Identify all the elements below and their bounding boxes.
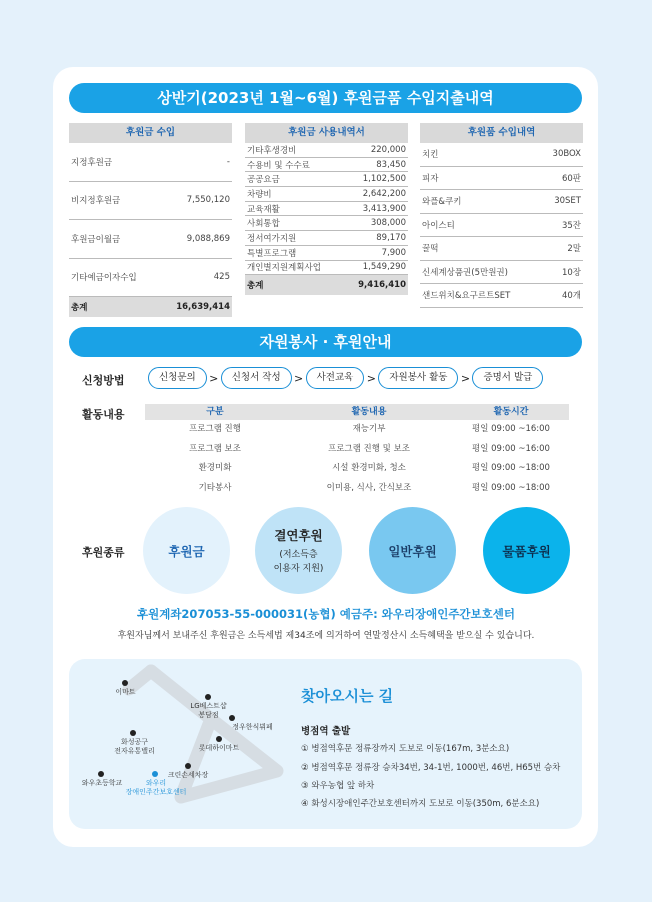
- apply-step: 증명서 발급: [472, 367, 543, 389]
- place-center: 와우리 장애인주간보호센터: [125, 779, 187, 796]
- apply-method-label: 신청방법: [82, 374, 125, 387]
- income-row-label: 후원금이월금: [71, 234, 121, 245]
- usage-row-value: 220,000: [370, 144, 406, 155]
- usage-row-label: 공공요금: [247, 175, 280, 186]
- goods-row-label: 신세계상품권(5만원권): [422, 267, 508, 278]
- income-total-value: 16,639,414: [176, 302, 230, 312]
- direction-step-4: ④ 화성시장애인주간보호센터까지 도보로 이동(350m, 6분소요): [301, 799, 540, 809]
- place-hwaseong: 화성공구 전자유통밸리: [114, 738, 155, 755]
- usage-total-row: [245, 275, 408, 295]
- support-type-title: 결연후원: [274, 527, 323, 543]
- activity-row: [145, 479, 569, 499]
- road-map-graphic: [69, 659, 294, 829]
- usage-row-value: 2,642,200: [362, 188, 406, 199]
- usage-row-value: 3,413,900: [362, 203, 406, 214]
- activity-time: 평일 09:00 ~16:00: [472, 424, 550, 434]
- activity-time: 평일 09:00 ~18:00: [472, 482, 550, 493]
- crown-dot: [185, 763, 191, 769]
- activity-type: 환경미화: [198, 463, 232, 473]
- lotte-dot: [216, 736, 222, 742]
- income-row-label: 비지정후원금: [71, 196, 121, 207]
- income-row: [69, 220, 232, 259]
- step-arrow-icon: >: [366, 371, 376, 385]
- usage-row: [245, 187, 408, 202]
- volunteer-title: 자원봉사 · 후원안내: [69, 327, 582, 357]
- direction-step-3: ③ 와우농협 앞 하차: [301, 781, 375, 791]
- usage-row-value: 1,549,290: [362, 262, 406, 273]
- usage-row-value: 89,170: [376, 232, 406, 243]
- direction-step-1: ① 병점역후문 정류장까지 도보로 이동(167m, 3분소요): [301, 744, 510, 754]
- usage-row-value: 1,102,500: [362, 174, 406, 185]
- place-crown: 크린손세차장: [167, 771, 209, 779]
- direction-step-2: ② 병점역후문 정류장 승차34번, 34-1번, 1000번, 46번, H65번 승차: [301, 763, 561, 773]
- support-type-circle: [483, 507, 570, 594]
- activity-content: 재능기부: [352, 424, 386, 434]
- jeongwoo-dot: [229, 715, 235, 721]
- usage-row-label: 사회통합: [247, 219, 280, 230]
- goods-row-label: 꿀떡: [422, 244, 439, 255]
- usage-total-value: 9,416,410: [358, 280, 406, 291]
- income-total-row: [69, 297, 232, 317]
- step-arrow-icon: >: [460, 371, 471, 385]
- directions-subtitle: 병점역 출발: [301, 726, 351, 737]
- activity-content: 시설 환경미화, 청소: [332, 463, 406, 473]
- usage-row-value: 83,450: [376, 159, 406, 170]
- activity-type: 프로그램 진행: [189, 424, 241, 434]
- goods-row-value: 35잔: [561, 220, 581, 231]
- step-arrow-icon: >: [209, 371, 219, 385]
- income-row-value: 7,550,120: [186, 195, 230, 206]
- activity-type: 기타봉사: [198, 482, 232, 493]
- support-type-title: 물품후원: [502, 543, 551, 559]
- activity-label: 활동내용: [82, 408, 125, 421]
- support-type-circle: [143, 507, 230, 594]
- support-type-title: 후원금: [168, 543, 205, 559]
- tax-note: 후원자님께서 보내주신 후원금은 소득세법 제34조에 의거하여 연말정산시 소득혜택을 받으실 수 있습니다.: [117, 631, 535, 641]
- goods-table: [420, 123, 583, 308]
- apply-step: 사전교육: [306, 367, 365, 389]
- income-row-value: 9,088,869: [186, 233, 230, 244]
- usage-row-value: 7,900: [381, 247, 406, 258]
- usage-table: [245, 123, 408, 295]
- support-type-label: 후원종류: [82, 546, 125, 559]
- place-lg: LG베스트샵 봉담점: [190, 702, 227, 719]
- place-lotte: 롯데하이마트: [198, 744, 240, 752]
- place-school: 와우초등학교: [81, 779, 123, 787]
- income-row: [69, 182, 232, 221]
- goods-row-value: 10장: [561, 267, 581, 278]
- usage-row: [245, 261, 408, 276]
- activity-time: 평일 09:00 ~16:00: [472, 443, 550, 454]
- step-arrow-icon: >: [294, 371, 304, 385]
- donation-account: 후원계좌207053-55-000031(농협) 예금주: 와우리장애인주간보호센터: [137, 607, 515, 621]
- support-type-circle: [369, 507, 456, 594]
- income-total-label: 총계: [71, 303, 88, 313]
- directions-title: 찾아오시는 길: [301, 687, 394, 705]
- usage-header: 후원금 사용내역서: [245, 123, 408, 143]
- usage-row: [245, 246, 408, 261]
- goods-row-label: 치킨: [422, 150, 439, 161]
- income-table: [69, 123, 232, 317]
- usage-row: [245, 231, 408, 246]
- usage-row-label: 교육재활: [247, 204, 280, 215]
- activity-content: 프로그램 진행 및 보조: [327, 443, 410, 454]
- goods-row-value: 60판: [561, 173, 581, 184]
- activity-row: [145, 440, 569, 460]
- goods-row-label: 피자: [422, 173, 439, 184]
- goods-row: [420, 237, 583, 261]
- activity-row: [145, 420, 569, 440]
- usage-row-label: 정서여가지원: [247, 233, 297, 244]
- hwaseong-dot: [130, 730, 136, 736]
- usage-row-label: 특별프로그램: [247, 248, 297, 259]
- activity-type: 프로그램 보조: [189, 443, 241, 454]
- activity-content: 이미용, 식사, 간식보조: [326, 482, 412, 493]
- activity-header-time: 활동시간: [493, 407, 529, 417]
- usage-row: [245, 143, 408, 158]
- goods-row-value: 30SET: [554, 196, 581, 207]
- usage-row: [245, 172, 408, 187]
- goods-row-value: 40개: [561, 291, 581, 302]
- support-type-circle: [255, 507, 342, 594]
- goods-row: [420, 167, 583, 191]
- activity-header-row: [145, 404, 569, 420]
- usage-row-label: 기타후생경비: [247, 145, 297, 156]
- center-dot: [152, 771, 158, 777]
- income-header: 후원금 수입: [69, 123, 232, 143]
- usage-row-label: 개인별지원계획사업: [247, 263, 321, 274]
- apply-step: 자원봉사 활동: [378, 367, 458, 389]
- goods-row-value: 2말: [567, 244, 581, 255]
- usage-row-value: 308,000: [370, 218, 406, 229]
- goods-row-label: 샌드위치&요구르트SET: [422, 291, 511, 302]
- income-row-label: 기타예금이자수입: [71, 273, 137, 284]
- page-title: 상반기(2023년 1월~6월) 후원금품 수입지출내역: [69, 83, 582, 113]
- goods-row: [420, 284, 583, 308]
- income-row: [69, 259, 232, 298]
- emart-dot: [122, 680, 128, 686]
- activity-header-type: 구분: [206, 407, 224, 417]
- apply-step: 신청문의: [148, 367, 207, 389]
- income-row-value: 425: [213, 272, 230, 283]
- support-type-title: 일반후원: [388, 543, 437, 559]
- place-jeongwoo: 정우한식뷔페: [232, 723, 273, 731]
- goods-row-label: 와플&쿠키: [422, 197, 462, 208]
- activity-time: 평일 09:00 ~18:00: [472, 463, 550, 473]
- apply-step: 신청서 작성: [221, 367, 292, 389]
- goods-row: [420, 190, 583, 214]
- goods-row: [420, 214, 583, 238]
- support-type-sub: (저소득층 이용자 지원): [273, 549, 324, 574]
- usage-row-label: 수용비 및 수수료: [247, 160, 310, 171]
- income-row-value: -: [226, 156, 230, 167]
- lg-dot: [205, 694, 211, 700]
- place-emart: 이마트: [115, 688, 136, 696]
- activity-table: [145, 404, 569, 498]
- income-row: [69, 143, 232, 182]
- income-row-label: 지정후원금: [71, 157, 113, 168]
- goods-row: [420, 261, 583, 285]
- usage-row: [245, 202, 408, 217]
- goods-row-label: 아이스티: [422, 220, 455, 231]
- goods-row-value: 30BOX: [552, 149, 581, 160]
- usage-row: [245, 216, 408, 231]
- usage-row: [245, 158, 408, 173]
- directions-box: [69, 659, 582, 829]
- activity-row: [145, 459, 569, 479]
- apply-steps: [148, 367, 543, 389]
- school-dot: [98, 771, 104, 777]
- usage-total-label: 총계: [247, 281, 264, 292]
- goods-header: 후원품 수입내역: [420, 123, 583, 143]
- usage-row-label: 차량비: [247, 189, 272, 200]
- activity-header-content: 활동내용: [351, 407, 387, 417]
- goods-row: [420, 143, 583, 167]
